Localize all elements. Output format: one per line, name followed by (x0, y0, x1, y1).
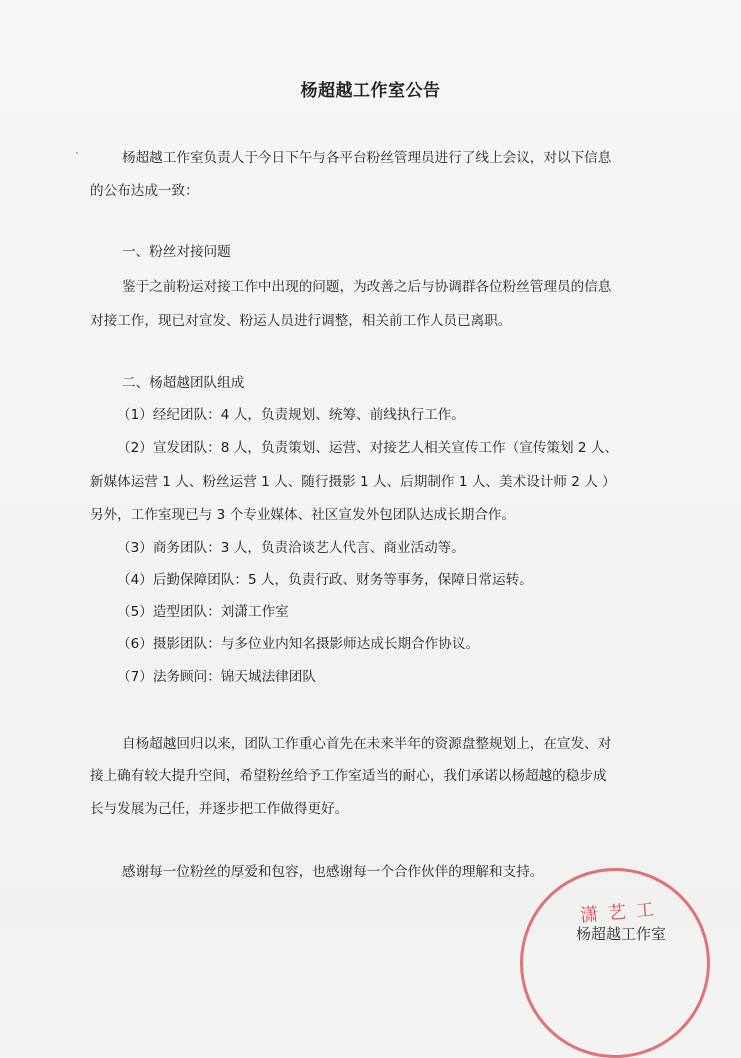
section-heading-team: 二、杨超越团队组成 (122, 375, 245, 391)
team-item-6: （6）摄影团队：与多位业内知名摄影师达成长期合作协议。 (117, 636, 480, 652)
team-item-1: （1）经纪团队：4 人，负责规划、统筹、前线执行工作。 (117, 407, 465, 423)
team-item-2-continued: 新媒体运营 1 人、粉丝运营 1 人、随行摄影 1 人、后期制作 1 人、美术设计师 2 人 ） (90, 474, 616, 490)
team-item-2-note: 另外，工作室现已与 3 个专业媒体、社区宣发外包团队达成长期合作。 (90, 507, 516, 523)
seal-text: 潇艺工 (579, 898, 665, 927)
team-item-4: （4）后勤保障团队：5 人，负责行政、财务等事务，保障日常运转。 (117, 572, 533, 588)
section-heading-fans: 一、粉丝对接问题 (122, 244, 231, 260)
section1-line-1: 鉴于之前粉运对接工作中出现的问题，为改善之后与协调群各位粉丝管理员的信息 (122, 279, 612, 295)
scan-speck (76, 152, 78, 154)
team-item-7: （7）法务顾问：锦天城法律团队 (117, 669, 316, 685)
team-item-2: （2）宣发团队：8 人，负责策划、运营、对接艺人相关宣传工作（宣传策划 2 人、 (117, 440, 619, 456)
closing-line-1: 自杨超越回归以来，团队工作重心首先在未来半年的资源盘整规划上，在宣发、对 (122, 736, 612, 752)
signature-text: 杨超越工作室 (576, 925, 667, 943)
intro-line-2: 的公布达成一致： (90, 183, 199, 199)
document-title: 杨超越工作室公告 (300, 81, 441, 101)
section1-line-2: 对接工作，现已对宣发、粉运人员进行调整，相关前工作人员已离职。 (90, 313, 512, 329)
intro-line-1: 杨超越工作室负责人于今日下午与各平台粉丝管理员进行了线上会议，对以下信息 (122, 150, 612, 166)
closing-line-3: 长与发展为己任，并逐步把工作做得更好。 (90, 801, 349, 817)
thanks-line: 感谢每一位粉丝的厚爱和包容，也感谢每一个合作伙伴的理解和支持。 (122, 864, 544, 880)
closing-line-2: 接上确有较大提升空间，希望粉丝给予工作室适当的耐心，我们承诺以杨超越的稳步成 (90, 768, 607, 784)
team-item-3: （3）商务团队：3 人，负责洽谈艺人代言、商业活动等。 (117, 540, 465, 556)
team-item-5: （5）造型团队：刘潇工作室 (117, 604, 289, 620)
red-seal-stamp (520, 868, 710, 1058)
